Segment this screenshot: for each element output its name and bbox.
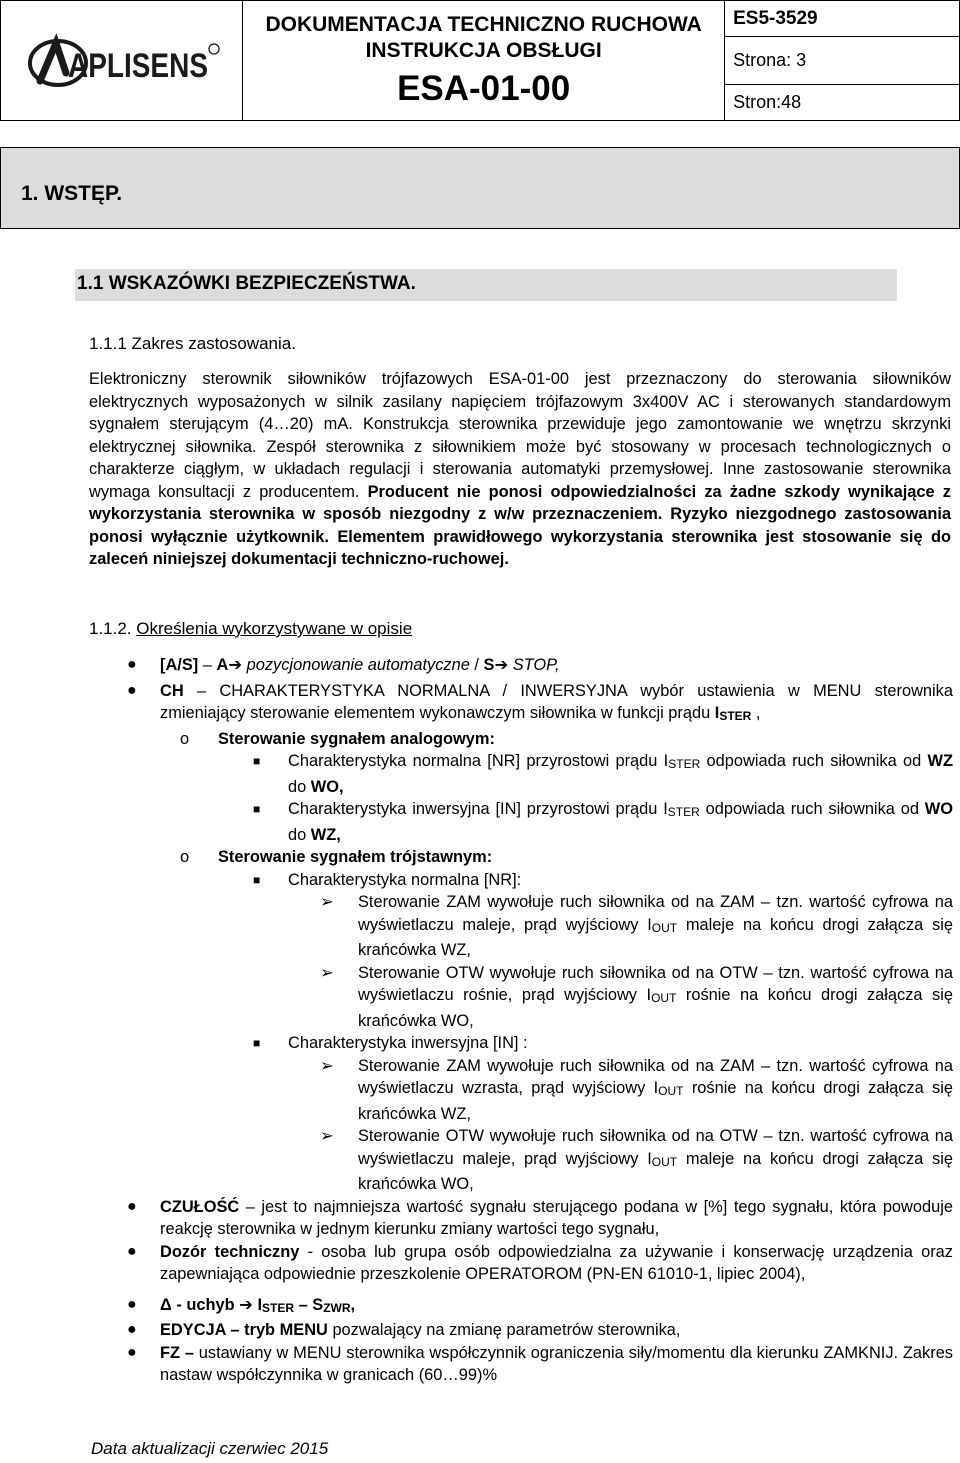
term-dozor: Dozór techniczny [160, 1242, 300, 1261]
arrow-right-icon: ➔ [239, 1295, 258, 1314]
list-item-in-zam [125, 1055, 953, 1126]
term-ch: CH [160, 681, 184, 700]
bullet-arrowhead-icon: ➢ [320, 1127, 334, 1145]
bullet-square-icon: ■ [253, 754, 261, 768]
list-item-nr-otw [125, 962, 953, 1033]
list-item-an-nr [125, 750, 953, 798]
list-item-tri-in [125, 1032, 953, 1055]
aplisens-logo-mark [22, 29, 222, 93]
s-text: STOP, [508, 656, 560, 674]
section-heading [0, 147, 960, 229]
list-item-analog [125, 728, 953, 751]
an-nr-text2: odpowiada ruch siłownika od [700, 752, 928, 770]
an-in-text2: odpowiada ruch siłownika od [699, 800, 925, 818]
out-subscript: OUT [658, 1084, 684, 1098]
bullet-dot-icon: ● [127, 1197, 137, 1215]
wo-label: WO [924, 800, 953, 818]
doc-model: ESA-01-00 [397, 68, 571, 108]
term-as: [A/S] [160, 656, 199, 674]
subsection-heading [75, 269, 897, 301]
bullet-arrowhead-icon: ➢ [320, 1056, 334, 1075]
section-title: 1. WSTĘP. [21, 182, 123, 205]
doc-code: ES5-3529 [725, 1, 960, 37]
page-number: Strona: 3 [725, 37, 960, 85]
delta-symbol: Δ [160, 1295, 172, 1314]
aplisens-logo [1, 2, 242, 120]
doc-subtype: INSTRUKCJA OBSŁUGI [365, 38, 602, 62]
bullet-dot-icon: ● [127, 1343, 137, 1361]
term-a: A [216, 656, 229, 674]
bullet-square-icon: ■ [253, 802, 261, 816]
tri-nr-text: Charakterystyka normalna [NR]: [288, 870, 522, 889]
czulosc-text: – jest to najmniejsza wartość sygnału sterującego podana w [%] tego sygnału, która powoduje reakcję sterownika w jednym kierunku zmiany wartości tego sygnału, [160, 1197, 953, 1238]
zwr-subscript: ZWR [323, 1300, 351, 1315]
term-edycja: EDYCJA – tryb MENU [160, 1321, 328, 1339]
bullet-square-icon: ■ [253, 872, 261, 887]
list-item-czulosc [125, 1196, 953, 1241]
doc-type: DOKUMENTACJA TECHNICZNO RUCHOWA [265, 12, 702, 36]
logo-text: APLISENS [67, 46, 208, 85]
out-subscript: OUT [651, 991, 677, 1005]
ster-subscript: STER [262, 1300, 295, 1315]
sub2-number: 1.1.2. [89, 619, 137, 638]
ster-subscript: STER [719, 709, 752, 723]
footer-date: Data aktualizacji czerwiec 2015 [91, 1439, 329, 1458]
term-uchyb: - uchyb [171, 1295, 240, 1314]
dozor-text: - osoba lub grupa osób odpowiedzialna za używanie i konserwację urządzenia oraz zapewniająca odpowiednie przeszkolenie OPERATOROM (PN-EN 61010-1, lipiec 2004), [160, 1242, 953, 1283]
nr-otw-text2: rośnie na końcu drogi załącza się krańcówka WO, [358, 986, 953, 1030]
in-zam-text2: rośnie na końcu drogi załącza się krańcówka WZ, [358, 1079, 953, 1123]
definitions-list [125, 654, 953, 1387]
page-count: Stron:48 [725, 85, 960, 121]
fz-text: ustawiany w MENU sterownika współczynnik ograniczenia siły/momentu dla kierunku ZAMKNIJ. Zakres nastaw współczynnika w granicach (60…99)% [160, 1343, 954, 1384]
wo-label: WO, [310, 777, 344, 796]
term-czulosc: CZUŁOŚĆ [160, 1197, 240, 1216]
an-nr-text: Charakterystyka normalna [NR] przyrostowi prądu I [288, 752, 669, 770]
an-in-text: Charakterystyka inwersyjna [IN] przyrostowi prądu I [288, 800, 668, 818]
dash: – [198, 656, 217, 674]
bullet-dot-icon: ● [127, 1321, 137, 1338]
list-item-an-in [125, 798, 953, 846]
bullet-arrowhead-icon: ➢ [320, 963, 334, 982]
in-otw-text2: maleje na końcu drogi załącza się krańcówka WO, [358, 1149, 953, 1193]
list-item-as [125, 654, 953, 677]
list-item-in-otw [125, 1125, 953, 1196]
a-text: pozycjonowanie automatyczne [242, 656, 470, 674]
arrow-right-icon: ➔ [228, 656, 243, 674]
list-item-uchyb [125, 1294, 953, 1320]
edycja-text: pozwalający na zmianę parametrów sterownika, [327, 1321, 681, 1339]
in-otw-text: Sterowanie OTW wywołuje ruch siłownika od na OTW – tzn. wartość cyfrowa na wyświetlaczu maleje, prąd wyjściowy I [358, 1127, 953, 1168]
ch-text: – CHARAKTERYSTYKA NORMALNA / INWERSYJNA wybór ustawienia w MENU sterownika zmieniający sterowanie elementem wykonawczym siłownika w funkcji prądu [160, 681, 953, 722]
term-fz: FZ [160, 1343, 181, 1362]
ch-end: , [751, 704, 761, 722]
logo-cell [1, 1, 243, 121]
bullet-dot-icon: ● [127, 1242, 137, 1260]
list-item-edycja [125, 1319, 953, 1342]
list-item-nr-zam [125, 891, 953, 962]
tri-title: Sterowanie sygnałem trójstawnym: [218, 848, 493, 866]
sub2-title: Określenia wykorzystywane w opisie [136, 619, 413, 638]
wz-label: WZ, [310, 825, 341, 844]
uchyb-end: , [350, 1295, 356, 1314]
intro-bold-text: Producent nie ponosi odpowiedzialności za żadne szkody wynikające z wykorzystania sterownika w sposób niezgodny z w/w przeznaczeniem. Ryzyko niezgodnego zastosowania ponosi wyłącznie użytkownik. Elementem prawidłowego wykorzystania sterownika jest stosowanie się do zaleceń niniejszej dokumentacji techniczno-ruchowej. [89, 482, 951, 568]
mid: do [288, 777, 311, 796]
bullet-arrowhead-icon: ➢ [320, 893, 334, 911]
list-item-tri-nr [125, 869, 953, 892]
nr-zam-text2: maleje na końcu drogi załącza się krańcówka WZ, [358, 915, 953, 959]
arrow-right-icon: ➔ [494, 656, 509, 674]
tri-in-text: Charakterystyka inwersyjna [IN] : [288, 1034, 528, 1052]
bullet-dot-icon: ● [127, 656, 137, 673]
sub2-heading [89, 619, 412, 639]
subsection-title: 1.1 WSKAZÓWKI BEZPIECZEŃSTWA. [77, 273, 416, 294]
in-zam-text: Sterowanie ZAM wywołuje ruch siłownika od na ZAM – tzn. wartość cyfrowa na wyświetlaczu wzrasta, prąd wyjściowy I [358, 1056, 953, 1097]
list-item-fz [125, 1342, 953, 1387]
sub1-title: 1.1.1 Zakres zastosowania. [89, 334, 296, 353]
bullet-circle-icon: o [180, 729, 190, 748]
bullet-dot-icon: ● [127, 681, 137, 699]
mid: do [288, 825, 311, 844]
list-item-ch [125, 680, 953, 728]
s-symbol: – S [294, 1295, 324, 1314]
bullet-circle-icon: o [180, 848, 190, 866]
out-subscript: OUT [651, 920, 678, 935]
ster-subscript: STER [667, 805, 700, 819]
term-s: S [483, 656, 495, 674]
list-item-dozor [125, 1241, 953, 1286]
intro-text: Elektroniczny sterownik siłowników trójfazowych ESA-01-00 jest przeznaczony do sterowania siłowników elektrycznych wyposażonych w silnik zasilany napięciem trójfazowym 3x400V AC i sterowanych standardowym sygnałem sterującym (4…20) mA. Konstrukcja sterownika przewiduje jego zamontowanie we wnętrzu skrzynki elektrycznej siłownika. Zespół sterownika z siłownikiem może być stosowany w procesach technologicznych o charakterze ciągłym, w układach regulacji i sterowania automatyki przemysłowej. Inne zastosowanie sterownika wymaga konsultacji z producentem. [89, 370, 951, 501]
nr-otw-text: Sterowanie OTW wywołuje ruch siłownika od na OTW – tzn. wartość cyfrowa na wyświetlaczu rośnie, prąd wyjściowy I [358, 963, 953, 1004]
ster-subscript: STER [668, 757, 701, 771]
document-header [0, 0, 960, 120]
title-cell [243, 1, 725, 121]
list-item-tri [125, 846, 953, 869]
intro-paragraph [89, 368, 951, 571]
nr-zam-text: Sterowanie ZAM wywołuje ruch siłownika od na ZAM – tzn. wartość cyfrowa na wyświetlaczu maleje, prąd wyjściowy I [358, 893, 953, 934]
bullet-dot-icon: ● [127, 1295, 137, 1313]
bullet-square-icon: ■ [253, 1036, 261, 1050]
analog-title: Sterowanie sygnałem analogowym: [218, 729, 495, 748]
out-subscript: OUT [651, 1154, 678, 1169]
i-symbol: I [714, 704, 720, 722]
fz-dash: – [180, 1343, 194, 1362]
slash: / [469, 656, 484, 674]
wz-label: WZ [927, 752, 953, 770]
i-symbol: I [257, 1295, 263, 1314]
